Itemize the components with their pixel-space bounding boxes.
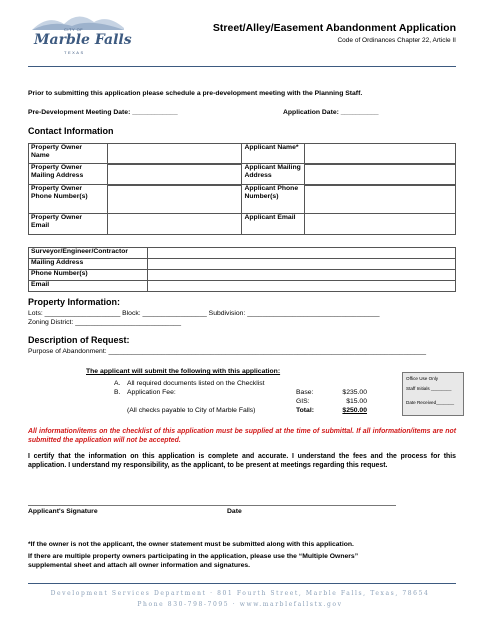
surveyor-address-label: Mailing Address bbox=[29, 259, 148, 270]
multiple-owners-note-1: If there are multiple property owners participating in the application, please use the “Multiple Owners” bbox=[28, 553, 359, 560]
zoning-district-field[interactable]: Zoning District: ____________________________ bbox=[28, 319, 182, 326]
owner-phone-label: Property Owner Phone Number(s) bbox=[29, 185, 108, 214]
owner-address-input[interactable] bbox=[107, 164, 242, 185]
lots-block-subdivision-field[interactable]: Lots: ____________________ Block: _________________ Subdivision: ___________________________________ bbox=[28, 310, 380, 317]
applicant-address-input[interactable] bbox=[305, 164, 456, 185]
gis-fee-amount: $15.00 bbox=[346, 398, 367, 405]
logo-city-name: Marble Falls bbox=[34, 32, 132, 48]
base-fee-amount: $235.00 bbox=[342, 389, 367, 396]
surveyor-phone-label: Phone Number(s) bbox=[29, 270, 148, 281]
logo-city-of: CITY OF bbox=[64, 27, 84, 32]
owner-email-label: Property Owner Email bbox=[29, 214, 108, 235]
owner-phone-input[interactable] bbox=[107, 185, 242, 214]
checks-note: (All checks payable to City of Marble Falls) bbox=[127, 407, 256, 414]
applicant-phone-input[interactable] bbox=[305, 185, 456, 214]
applicant-email-input[interactable] bbox=[305, 214, 456, 235]
header-divider bbox=[28, 66, 456, 67]
signature-label: Applicant's Signature bbox=[28, 508, 98, 515]
owner-name-input[interactable] bbox=[107, 144, 242, 164]
applicant-phone-label: Applicant Phone Number(s) bbox=[242, 185, 305, 214]
applicant-name-label: Applicant Name* bbox=[242, 144, 305, 164]
intro-text: Prior to submitting this application please schedule a pre-development meeting with the Planning Staff. bbox=[28, 90, 363, 97]
document-title: Street/Alley/Easement Abandonment Application bbox=[212, 22, 456, 34]
surveyor-name-input[interactable] bbox=[147, 248, 455, 259]
owner-address-label: Property Owner Mailing Address bbox=[29, 164, 108, 185]
total-fee-amount: $250.00 bbox=[342, 407, 367, 414]
warning-text: All information/items on the checklist of this application must be supplied at the time of submittal. If all information/items are not submitted the application will not be accepted. bbox=[28, 428, 456, 444]
footer-divider bbox=[28, 583, 456, 584]
surveyor-name-label: Surveyor/Engineer/Contractor bbox=[29, 248, 148, 259]
submit-heading: The applicant will submit the following with this application: bbox=[86, 368, 281, 375]
applicant-address-label: Applicant Mailing Address bbox=[242, 164, 305, 185]
item-a-letter: A. bbox=[114, 380, 121, 387]
total-fee-label: Total: bbox=[296, 407, 314, 414]
contact-table bbox=[28, 143, 456, 235]
item-b-text: Application Fee: bbox=[127, 389, 176, 396]
surveyor-email-input[interactable] bbox=[147, 281, 455, 292]
staff-initials-field: Staff Initials ________ bbox=[406, 386, 452, 391]
surveyor-address-input[interactable] bbox=[147, 259, 455, 270]
logo-state: TEXAS bbox=[64, 50, 85, 55]
request-heading: Description of Request: bbox=[28, 335, 130, 345]
item-b-letter: B. bbox=[114, 389, 121, 396]
applicant-name-input[interactable] bbox=[305, 144, 456, 164]
certify-text: I certify that the information on this application is complete and accurate. I understand the fees and the process for this application. I understand my responsibility, as the applicant, to be present at meetings regarding this request. bbox=[28, 453, 456, 469]
item-a-text: All required documents listed on the Checklist bbox=[127, 380, 265, 387]
footer-address: Development Services Department · 801 Fourth Street, Marble Falls, Texas, 78654 bbox=[50, 590, 430, 597]
date-label: Date bbox=[227, 508, 242, 515]
gis-fee-label: GIS: bbox=[296, 398, 310, 405]
footer-contact: Phone 830-798-7095 · www.marblefallstx.gov bbox=[137, 601, 343, 608]
office-use-title: Office Use Only bbox=[406, 376, 439, 381]
office-use-box bbox=[402, 372, 464, 416]
city-logo bbox=[28, 8, 132, 58]
date-received-field: Date Received_______ bbox=[406, 400, 455, 405]
base-fee-label: Base: bbox=[296, 389, 314, 396]
surveyor-email-label: Email bbox=[29, 281, 148, 292]
surveyor-table bbox=[28, 247, 456, 292]
property-heading: Property Information: bbox=[28, 297, 121, 307]
signature-line[interactable] bbox=[28, 505, 396, 506]
owner-email-input[interactable] bbox=[107, 214, 242, 235]
multiple-owners-note-2: supplemental sheet and attach all owner information and signatures. bbox=[28, 562, 251, 569]
purpose-field[interactable]: Purpose of Abandonment: ____________________________________________________________________________________ bbox=[28, 348, 427, 355]
owner-note: *If the owner is not the applicant, the owner statement must be submitted along with this application. bbox=[28, 541, 354, 548]
applicant-email-label: Applicant Email bbox=[242, 214, 305, 235]
contact-heading: Contact Information bbox=[28, 126, 114, 136]
application-date-field[interactable]: Application Date: __________ bbox=[283, 109, 379, 116]
document-subtitle: Code of Ordinances Chapter 22, Article II bbox=[337, 37, 456, 44]
surveyor-phone-input[interactable] bbox=[147, 270, 455, 281]
pre-dev-date-field[interactable]: Pre-Development Meeting Date: ____________ bbox=[28, 109, 178, 116]
owner-name-label: Property Owner Name bbox=[29, 144, 108, 164]
